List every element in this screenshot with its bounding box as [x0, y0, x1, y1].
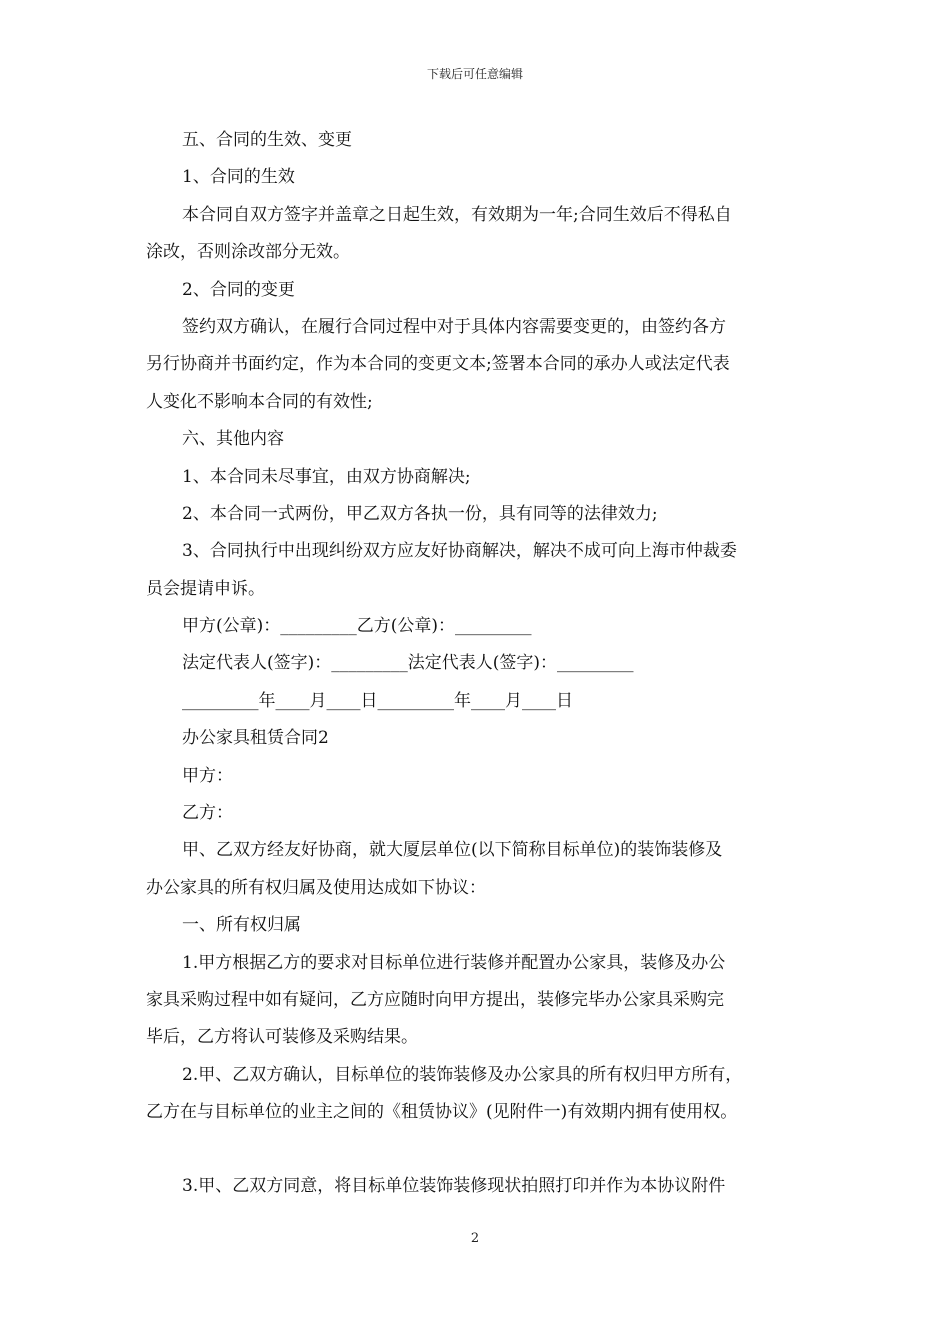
signature-line-date: _________年____月____日_________年____月____日 [182, 690, 573, 711]
paragraph-line: 签约双方确认，在履行合同过程中对于具体内容需要变更的，由签约各方 [182, 316, 726, 337]
paragraph-line: 本合同自双方签字并盖章之日起生效，有效期为一年;合同生效后不得私自 [182, 204, 732, 225]
document-title: 办公家具租赁合同2 [182, 728, 329, 749]
section-heading: 一、所有权归属 [182, 915, 301, 936]
paragraph-line: 人变化不影响本合同的有效性; [146, 391, 373, 412]
paragraph-line: 1.甲方根据乙方的要求对目标单位进行装修并配置办公家具，装修及办公 [182, 952, 726, 973]
list-item: 3、合同执行中出现纠纷双方应友好协商解决，解决不成可向上海市仲裁委 [182, 541, 737, 562]
subsection-heading: 2、合同的变更 [182, 279, 295, 300]
section-heading: 五、合同的生效、变更 [182, 130, 352, 150]
paragraph-line: 2.甲、乙双方确认，目标单位的装饰装修及办公家具的所有权归甲方所有， [182, 1064, 743, 1085]
subsection-heading: 1、合同的生效 [182, 167, 295, 188]
paragraph-line: 办公家具的所有权归属及使用达成如下协议： [146, 877, 486, 898]
page-header-note: 下载后可任意编辑 [426, 67, 523, 81]
paragraph-line: 家具采购过程中如有疑问，乙方应随时向甲方提出，装修完毕办公家具采购完 [146, 989, 724, 1010]
paragraph-line: 甲、乙双方经友好协商，就大厦层单位(以下简称目标单位)的装饰装修及 [182, 840, 723, 861]
paragraph-line: 涂改，否则涂改部分无效。 [146, 242, 350, 263]
signature-line-seal: 甲方(公章)：_________乙方(公章)：_________ [182, 616, 532, 637]
list-item: 1、本合同未尽事宜，由双方协商解决; [182, 466, 471, 487]
party-b-label: 乙方： [182, 803, 233, 824]
page-number: 2 [470, 1231, 480, 1246]
document-body [146, 122, 818, 1205]
paragraph-gap [146, 1132, 818, 1168]
signature-line-representative: 法定代表人(签字)：_________法定代表人(签字)：_________ [182, 653, 634, 674]
party-a-label: 甲方： [182, 765, 233, 786]
paragraph-line: 另行协商并书面约定，作为本合同的变更文本;签署本合同的承办人或法定代表 [146, 354, 730, 375]
list-item: 2、本合同一式两份，甲乙双方各执一份，具有同等的法律效力; [182, 503, 658, 524]
paragraph-line: 乙方在与目标单位的业主之间的《租赁协议》(见附件一)有效期内拥有使用权。 [146, 1102, 738, 1123]
list-item-continuation: 员会提请申诉。 [146, 578, 265, 599]
paragraph-line: 3.甲、乙双方同意，将目标单位装饰装修现状拍照打印并作为本协议附件 [182, 1175, 726, 1196]
section-heading: 六、其他内容 [182, 429, 284, 450]
paragraph-line: 毕后，乙方将认可装修及采购结果。 [146, 1027, 418, 1048]
